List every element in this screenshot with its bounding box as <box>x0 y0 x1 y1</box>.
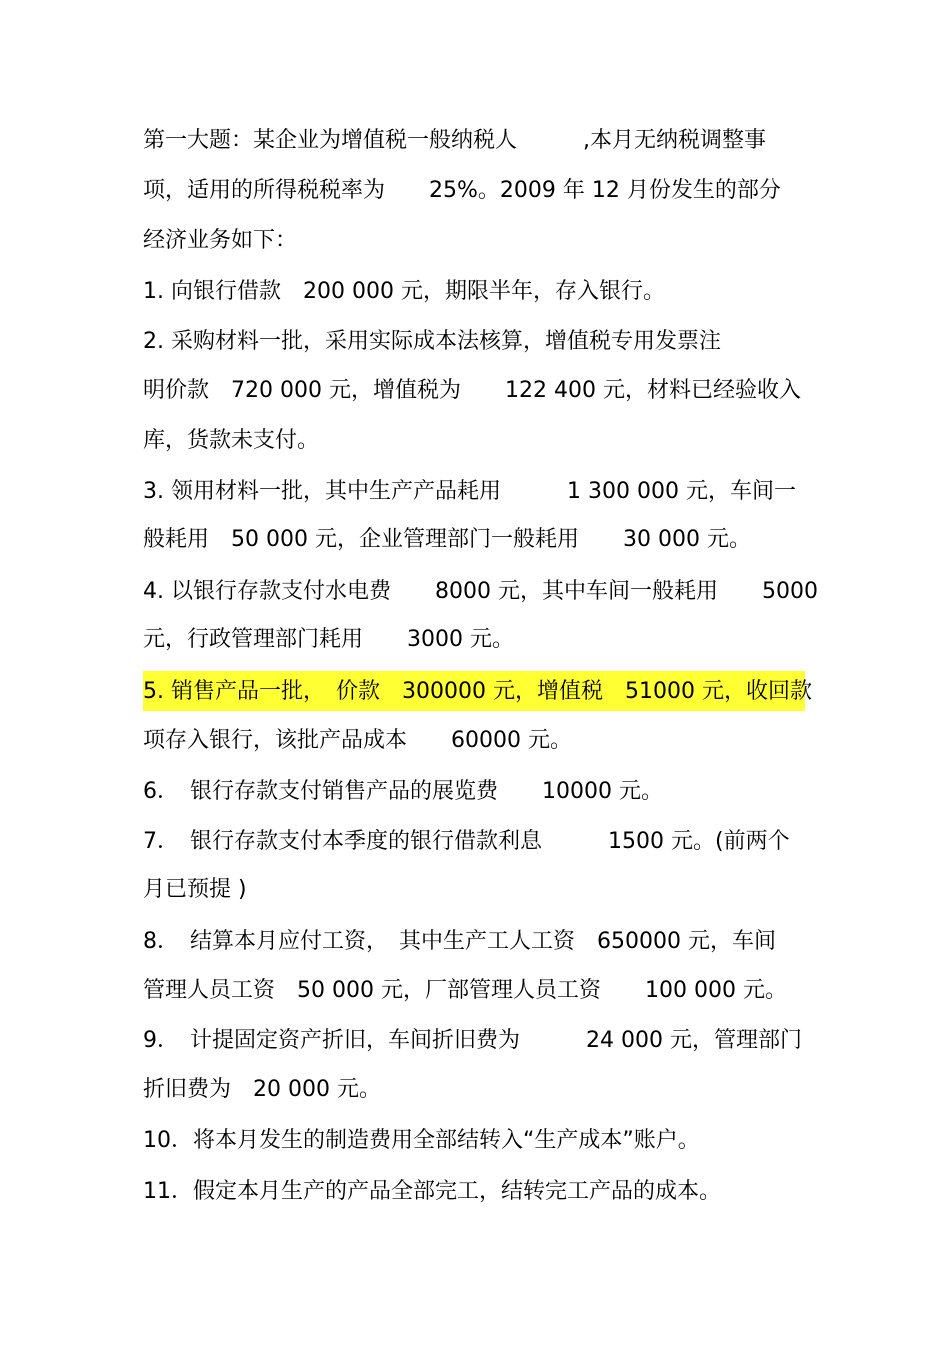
item-1-line-1: 1. 向银行借款 200 000 元，期限半年，存入银行。 <box>143 279 665 304</box>
item-3-line-1: 3. 领用材料一批，其中生产产品耗用 1 300 000 元，车间一 <box>143 479 796 504</box>
intro-line-3: 经济业务如下： <box>143 228 298 253</box>
item-7-line-1: 7． 银行存款支付本季度的银行借款利息 1500 元。(前两个 <box>143 829 790 854</box>
item-10-line-1: 10．将本月发生的制造费用全部结转入“生产成本”账户。 <box>143 1128 700 1153</box>
item-8-line-2: 管理人员工资 50 000 元，厂部管理人员工资 100 000 元。 <box>143 978 787 1003</box>
item-2-line-1: 2. 采购材料一批，采用实际成本法核算，增值税专用发票注 <box>143 329 721 354</box>
item-4-line-1: 4. 以银行存款支付水电费 8000 元，其中车间一般耗用 5000 <box>143 579 818 604</box>
item-8-line-1: 8． 结算本月应付工资， 其中生产工人工资 650000 元，车间 <box>143 929 776 954</box>
item-11-line-1: 11．假定本月生产的产品全部完工，结转完工产品的成本。 <box>143 1179 721 1204</box>
item-9-line-2: 折旧费为 20 000 元。 <box>143 1077 381 1102</box>
item-2-line-2: 明价款 720 000 元，增值税为 122 400 元，材料已经验收入 <box>143 378 801 403</box>
item-5-line-1: 5. 销售产品一批， 价款 300000 元，增值税 51000 元，收回款 <box>143 679 812 704</box>
item-4-line-2: 元，行政管理部门耗用 3000 元。 <box>143 627 514 652</box>
item-7-line-2: 月已预提 ) <box>143 877 247 902</box>
intro-line-2: 项，适用的所得税税率为 25%。2009 年 12 月份发生的部分 <box>143 178 781 203</box>
item-5-line-2: 项存入银行，该批产品成本 60000 元。 <box>143 728 572 753</box>
item-6-line-1: 6． 银行存款支付销售产品的展览费 10000 元。 <box>143 779 663 804</box>
item-9-line-1: 9． 计提固定资产折旧，车间折旧费为 24 000 元，管理部门 <box>143 1028 802 1053</box>
intro-line-1: 第一大题：某企业为增值税一般纳税人 ,本月无纳税调整事 <box>143 128 766 153</box>
item-2-line-3: 库，货款未支付。 <box>143 428 320 453</box>
item-3-line-2: 般耗用 50 000 元，企业管理部门一般耗用 30 000 元。 <box>143 527 751 552</box>
